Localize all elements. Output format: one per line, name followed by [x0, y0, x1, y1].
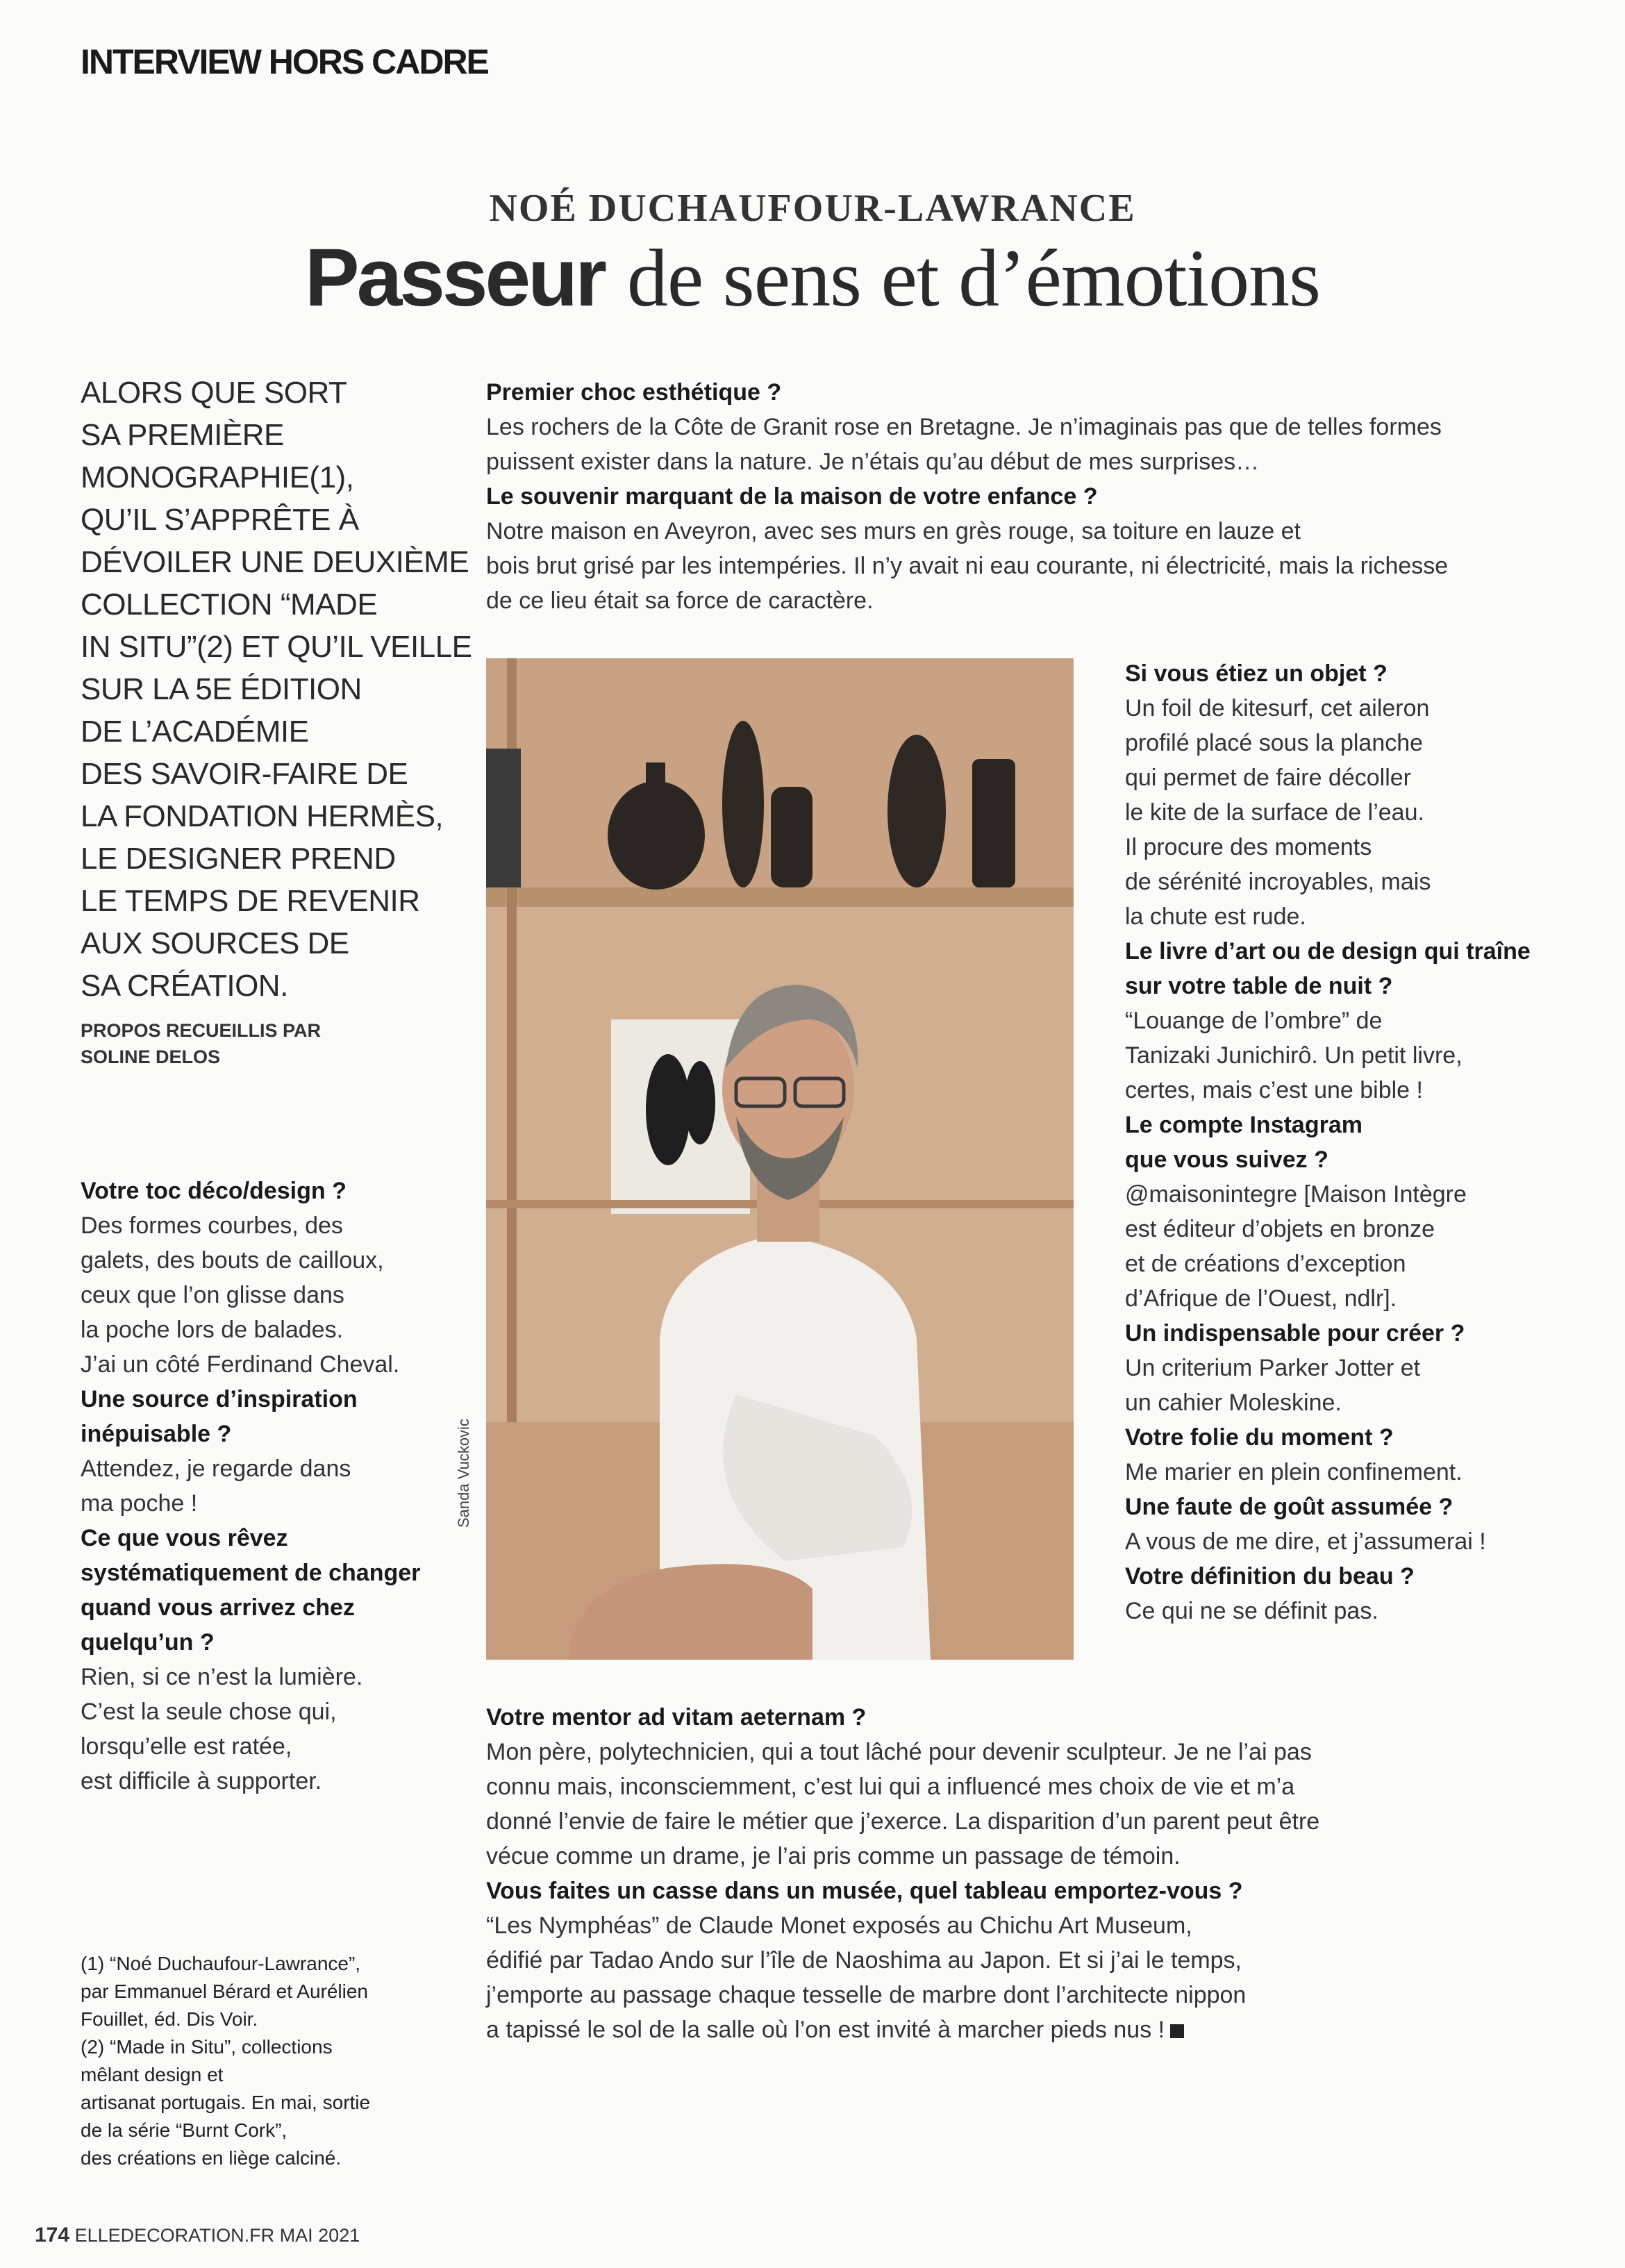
question-text: Une faute de goût assumée ?	[1125, 1494, 1453, 1520]
photo-credit: Sanda Vuckovic	[455, 1419, 472, 1528]
answer-text: Me marier en plein confinement.	[1125, 1459, 1462, 1485]
answer-text: Il procure des moments	[1125, 834, 1372, 860]
question-line	[81, 1590, 469, 1625]
lead-line: DÉVOILER UNE DEUXIÈME	[81, 545, 469, 579]
answer-line	[1125, 726, 1569, 760]
question-text: inépuisable ?	[81, 1421, 232, 1447]
qa-block-bottom	[486, 1700, 1528, 2047]
question-text: sur votre table de nuit ?	[1125, 973, 1393, 999]
question-text: systématiquement de changer	[81, 1560, 421, 1586]
question-line	[1125, 656, 1569, 691]
headline-bold: Passeur	[304, 232, 605, 324]
answer-text: “Les Nymphéas” de Claude Monet exposés au Chichu Art Museum,	[486, 1912, 1192, 1939]
answer-line	[81, 1451, 469, 1486]
answer-line	[81, 1243, 469, 1278]
interviewee-name: NOÉ DUCHAUFOUR-LAWRANCE	[489, 187, 1136, 230]
question-line	[486, 1874, 1528, 1908]
byline	[81, 1017, 321, 1070]
byline-label: PROPOS RECUEILLIS PAR	[81, 1020, 322, 1041]
question-text: Votre folie du moment ?	[1125, 1424, 1394, 1451]
answer-line	[81, 1347, 469, 1382]
answer-text: Ce qui ne se définit pas.	[1125, 1598, 1378, 1624]
question-text: Le compte Instagram	[1125, 1112, 1362, 1138]
question-line	[1125, 1559, 1569, 1594]
headline	[0, 229, 1625, 327]
question-text: Une source d’inspiration	[81, 1386, 358, 1412]
answer-text: ma poche !	[81, 1490, 198, 1517]
answer-line	[486, 444, 1528, 479]
answer-text: Attendez, je regarde dans	[81, 1456, 351, 1482]
answer-line	[81, 1486, 469, 1521]
byline-author: SOLINE DELOS	[81, 1047, 221, 1067]
answer-text: Les rochers de la Côte de Granit rose en Bretagne. Je n’imaginais pas que de telles formes	[486, 414, 1442, 440]
answer-text: certes, mais c’est une bible !	[1125, 1077, 1423, 1103]
question-line	[1125, 1420, 1569, 1455]
answer-line	[1125, 1212, 1569, 1246]
question-line	[486, 479, 1528, 514]
answer-text: a tapissé le sol de la salle où l’on est invité à marcher pieds nus !	[486, 2017, 1165, 2043]
answer-text: connu mais, inconsciemment, c’est lui qui a influencé mes choix de vie et m’a	[486, 1774, 1295, 1800]
answer-text: est éditeur d’objets en bronze	[1125, 1216, 1435, 1242]
answer-line	[486, 1943, 1528, 1978]
lead-line: LA FONDATION HERMÈS,	[81, 799, 444, 833]
answer-line	[486, 2012, 1528, 2047]
headline-rest: de sens et d’émotions	[626, 233, 1321, 324]
answer-text: Rien, si ce n’est la lumière.	[81, 1664, 363, 1690]
answer-text: galets, des bouts de cailloux,	[81, 1247, 384, 1274]
answer-line	[81, 1208, 469, 1243]
answer-text: de sérénité incroyables, mais	[1125, 869, 1431, 895]
answer-line	[81, 1312, 469, 1347]
answer-text: J’ai un côté Ferdinand Cheval.	[81, 1351, 400, 1378]
answer-line	[486, 1908, 1528, 1943]
answer-text: un cahier Moleskine.	[1125, 1390, 1342, 1416]
answer-line	[486, 1735, 1528, 1769]
answer-line	[1125, 1246, 1569, 1281]
answer-text: A vous de me dire, et j’assumerai !	[1125, 1528, 1486, 1555]
answer-line	[486, 1804, 1528, 1839]
lead-line: LE TEMPS DE REVENIR	[81, 884, 420, 918]
site-name: ELLEDECORATION.FR	[74, 2225, 275, 2246]
lead-line: SUR LA 5E ÉDITION	[81, 672, 362, 706]
footnote-line: (1) “Noé Duchaufour-Lawrance”,	[81, 1953, 361, 1974]
answer-line	[1125, 830, 1569, 865]
answer-line	[1125, 795, 1569, 830]
answer-text: Notre maison en Aveyron, avec ses murs en grès rouge, sa toiture en lauze et	[486, 518, 1301, 544]
lead-paragraph	[81, 372, 472, 1007]
answer-text: ceux que l’on glisse dans	[81, 1282, 344, 1308]
footnote-line: artisanat portugais. En mai, sortie	[81, 2092, 371, 2113]
portrait-illustration	[486, 658, 1074, 1660]
question-text: Ce que vous rêvez	[81, 1525, 288, 1551]
answer-line	[1125, 1177, 1569, 1212]
lead-line: COLLECTION “MADE	[81, 587, 378, 622]
answer-text: édifié par Tadao Ando sur l’île de Naoshima au Japon. Et si j’ai le temps,	[486, 1947, 1242, 1974]
footnote-line: par Emmanuel Bérard et Aurélien	[81, 1981, 368, 2002]
question-line	[81, 1174, 469, 1208]
answer-text: @maisonintegre [Maison Intègre	[1125, 1181, 1467, 1208]
lead-line: DE L’ACADÉMIE	[81, 715, 309, 749]
answer-text: bois brut grisé par les intempéries. Il n’y avait ni eau courante, ni électricité, mais la richesse	[486, 553, 1449, 579]
end-mark-icon	[1170, 2024, 1184, 2038]
answer-line	[81, 1660, 469, 1694]
answer-line	[1125, 1524, 1569, 1559]
question-text: Un indispensable pour créer ?	[1125, 1320, 1465, 1346]
question-text: Premier choc esthétique ?	[486, 379, 782, 406]
answer-line	[81, 1764, 469, 1799]
answer-line	[1125, 760, 1569, 795]
answer-text: Un criterium Parker Jotter et	[1125, 1355, 1421, 1381]
lead-line: AUX SOURCES DE	[81, 926, 349, 960]
answer-line	[1125, 1038, 1569, 1073]
question-text: Le livre d’art ou de design qui traîne	[1125, 938, 1531, 965]
answer-text: Tanizaki Junichirô. Un petit livre,	[1125, 1042, 1462, 1069]
answer-line	[1125, 1003, 1569, 1038]
lead-line: IN SITU”(2) ET QU’IL VEILLE	[81, 630, 472, 664]
answer-line	[486, 514, 1528, 549]
answer-text: lorsqu’elle est ratée,	[81, 1733, 292, 1760]
qa-block-left	[81, 1174, 469, 1799]
lead-line: SA CRÉATION.	[81, 969, 288, 1003]
question-text: Votre toc déco/design ?	[81, 1178, 347, 1204]
answer-text: j’emporte au passage chaque tesselle de marbre dont l’architecte nippon	[486, 1982, 1247, 2008]
question-line	[1125, 1142, 1569, 1177]
lead-line: DES SAVOIR-FAIRE DE	[81, 757, 408, 791]
question-text: Vous faites un casse dans un musée, quel tableau emportez-vous ?	[486, 1878, 1243, 1904]
answer-text: est difficile à supporter.	[81, 1768, 322, 1794]
qa-block-top	[486, 375, 1528, 618]
answer-text: profilé placé sous la planche	[1125, 730, 1424, 756]
question-line	[81, 1521, 469, 1556]
answer-line	[486, 583, 1528, 618]
answer-text: Des formes courbes, des	[81, 1212, 343, 1239]
question-text: quand vous arrivez chez	[81, 1594, 355, 1621]
question-text: Votre définition du beau ?	[1125, 1563, 1415, 1590]
answer-line	[486, 1839, 1528, 1874]
answer-text: la chute est rude.	[1125, 903, 1306, 930]
lead-line: LE DESIGNER PREND	[81, 842, 396, 876]
folio	[35, 2224, 360, 2247]
answer-line	[1125, 865, 1569, 899]
question-text: quelqu’un ?	[81, 1629, 215, 1656]
answer-line	[486, 410, 1528, 444]
issue-date: MAI 2021	[279, 2225, 360, 2246]
answer-line	[81, 1694, 469, 1729]
answer-text: la poche lors de balades.	[81, 1317, 344, 1343]
answer-text: donné l’envie de faire le métier que j’exerce. La disparition d’un parent peut être	[486, 1808, 1320, 1835]
question-line	[1125, 1316, 1569, 1351]
answer-line	[1125, 1351, 1569, 1385]
answer-line	[1125, 691, 1569, 726]
answer-line	[81, 1729, 469, 1764]
lead-line: MONOGRAPHIE(1),	[81, 460, 354, 494]
lead-line: QU’IL S’APPRÊTE À	[81, 503, 359, 537]
answer-text: Mon père, polytechnicien, qui a tout lâché pour devenir sculpteur. Je ne l’ai pas	[486, 1739, 1312, 1765]
answer-line	[1125, 1385, 1569, 1420]
answer-line	[486, 1978, 1528, 2012]
answer-text: puissent exister dans la nature. Je n’étais qu’au début de mes surprises…	[486, 449, 1260, 475]
question-line	[81, 1417, 469, 1451]
answer-text: et de créations d’exception	[1125, 1251, 1406, 1277]
footnote-line: de la série “Burnt Cork”,	[81, 2119, 288, 2141]
page-number: 174	[35, 2224, 70, 2246]
answer-text: Un foil de kitesurf, cet aileron	[1125, 695, 1430, 722]
footnote-line: Fouillet, éd. Dis Voir.	[81, 2008, 258, 2030]
question-line	[81, 1382, 469, 1417]
answer-text: le kite de la surface de l’eau.	[1125, 799, 1424, 826]
footnote-line: des créations en liège calciné.	[81, 2147, 342, 2169]
answer-line	[1125, 1455, 1569, 1490]
question-line	[1125, 1108, 1569, 1142]
question-line	[1125, 934, 1569, 969]
answer-text: qui permet de faire décoller	[1125, 765, 1412, 791]
question-line	[1125, 969, 1569, 1003]
question-text: que vous suivez ?	[1125, 1146, 1328, 1173]
answer-line	[1125, 899, 1569, 934]
question-text: Votre mentor ad vitam aeternam ?	[486, 1704, 867, 1731]
answer-line	[1125, 1281, 1569, 1316]
answer-line	[1125, 1594, 1569, 1628]
lead-line: SA PREMIÈRE	[81, 418, 284, 452]
question-text: Le souvenir marquant de la maison de votre enfance ?	[486, 483, 1098, 510]
question-line	[486, 375, 1528, 410]
qa-block-right	[1125, 656, 1569, 1628]
question-line	[1125, 1490, 1569, 1524]
answer-text: de ce lieu était sa force de caractère.	[486, 587, 874, 614]
answer-text: C’est la seule chose qui,	[81, 1699, 337, 1725]
answer-line	[486, 1769, 1528, 1804]
answer-text: “Louange de l’ombre” de	[1125, 1008, 1383, 1034]
answer-line	[486, 549, 1528, 583]
portrait-photo	[486, 658, 1074, 1660]
answer-line	[81, 1278, 469, 1312]
question-text: Si vous étiez un objet ?	[1125, 660, 1388, 687]
question-line	[486, 1700, 1528, 1735]
lead-line: ALORS QUE SORT	[81, 376, 347, 410]
footnote-line: (2) “Made in Situ”, collections	[81, 2036, 333, 2058]
answer-text: vécue comme un drame, je l’ai pris comme un passage de témoin.	[486, 1843, 1181, 1869]
section-rubric: INTERVIEW HORS CADRE	[81, 42, 488, 81]
answer-text: d’Afrique de l’Ouest, ndlr].	[1125, 1285, 1397, 1312]
question-line	[81, 1625, 469, 1660]
question-line	[81, 1556, 469, 1590]
footnotes	[81, 1950, 370, 2172]
footnote-line: mêlant design et	[81, 2064, 224, 2085]
answer-line	[1125, 1073, 1569, 1108]
